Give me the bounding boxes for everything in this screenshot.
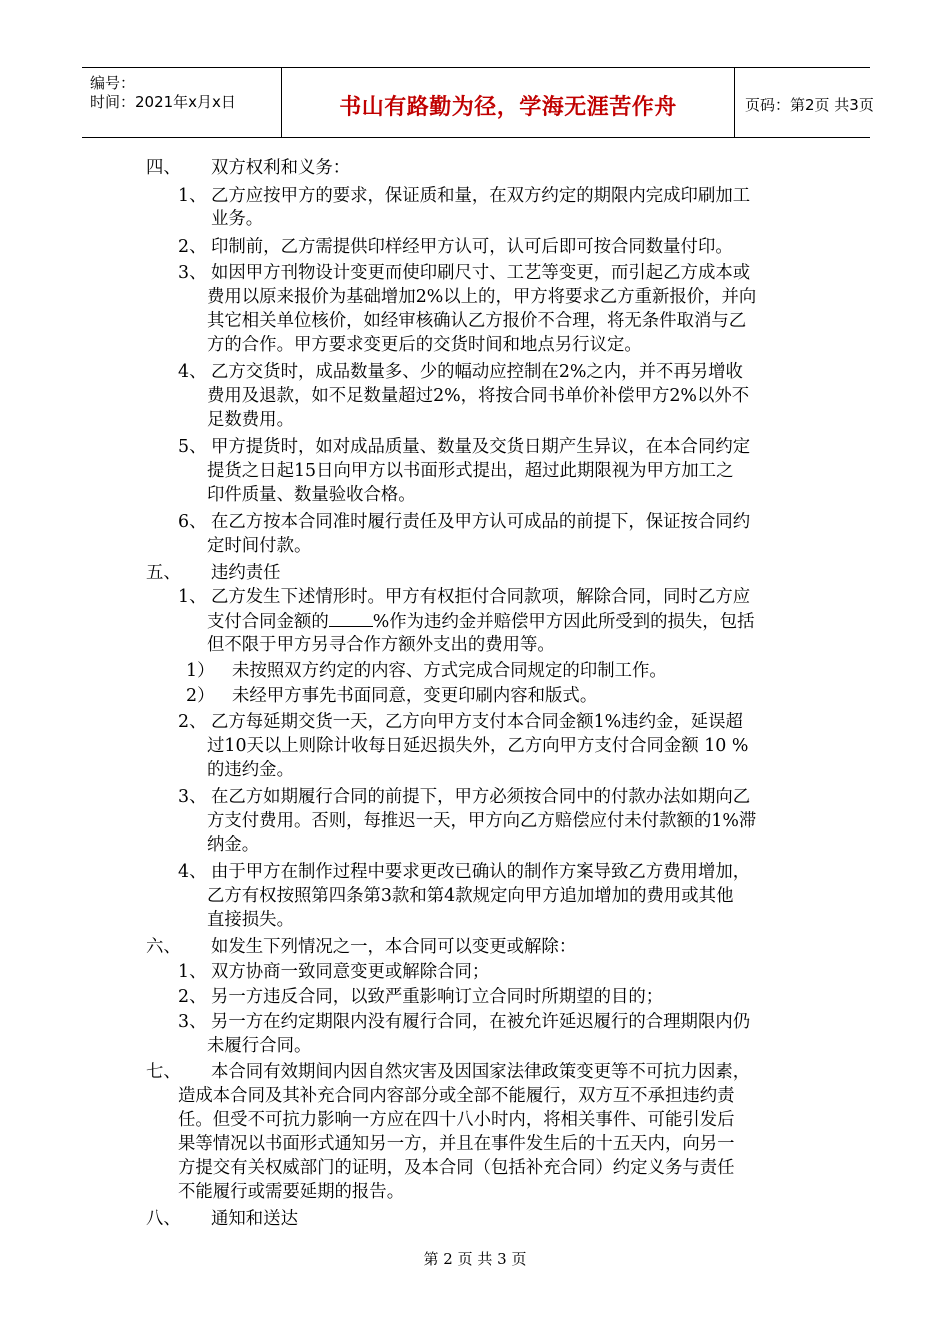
page-footer: 第 2 页 共 3 页 <box>423 1250 527 1268</box>
item-line-part: %作为违约金并赔偿甲方因此所受到的损失，包括 <box>372 612 755 632</box>
section-line: 任。但受不可抗力影响一方应在四十八小时内，将相关事件、可能引发后 <box>178 1110 735 1130</box>
item-number: 3、 <box>178 787 207 807</box>
item-number: 3、 <box>178 1012 207 1032</box>
item-line: 另一方在约定期限内没有履行合同，在被允许延迟履行的合理期限内仍 <box>211 1012 751 1032</box>
item-number: 2、 <box>178 237 207 257</box>
item-line: 过10天以上则除计收每日延迟损失外，乙方向甲方支付合同金额 10 % <box>207 736 749 756</box>
item-number: 4、 <box>178 362 207 382</box>
item-line: 甲方提货时，如对成品质量、数量及交货日期产生异议，在本合同约定 <box>211 437 751 457</box>
item-line: 未履行合同。 <box>207 1036 312 1056</box>
item-line: 在乙方按本合同准时履行责任及甲方认可成品的前提下，保证按合同约 <box>211 512 751 532</box>
item-line: 直接损失。 <box>207 910 294 930</box>
item-line: 乙方每延期交货一天，乙方向甲方支付本合同金额1%违约金，延误超 <box>211 712 743 732</box>
subitem-text: 未经甲方事先书面同意，变更印刷内容和版式。 <box>232 686 598 706</box>
subitem-text: 未按照双方约定的内容、方式完成合同规定的印制工作。 <box>232 661 667 681</box>
item-number: 2、 <box>178 712 207 732</box>
item-line: 乙方交货时，成品数量多、少的幅动应控制在2%之内，并不再另增收 <box>211 362 743 382</box>
section-line: 方提交有关权威部门的证明，及本合同（包括补充合同）约定义务与责任 <box>178 1158 735 1178</box>
item-number: 1、 <box>178 186 207 206</box>
item-line: 印件质量、数量验收合格。 <box>207 485 416 505</box>
item-line: 另一方违反合同，以致严重影响订立合同时所期望的目的； <box>211 987 664 1007</box>
item-line: 提货之日起15日向甲方以书面形式提出，超过此期限视为甲方加工之 <box>207 461 734 481</box>
section-line: 本合同有效期间内因自然灾害及因国家法律政策变更等不可抗力因素， <box>211 1062 751 1082</box>
item-line: 纳金。 <box>207 835 260 855</box>
item-line: 乙方应按甲方的要求，保证质和量，在双方约定的期限内完成印刷加工 <box>211 186 751 206</box>
item-number: 3、 <box>178 263 207 283</box>
item-line: 费用以原来报价为基础增加2%以上的，甲方将要求乙方重新报价，并向 <box>207 287 757 307</box>
header-page-info: 页码：第2页 共3页 <box>745 96 874 114</box>
section-number: 八、 <box>146 1209 181 1229</box>
section-title: 如发生下列情况之一，本合同可以变更或解除： <box>211 937 577 957</box>
item-line: 其它相关单位核价，如经审核确认乙方报价不合理，将无条件取消与乙 <box>207 311 747 331</box>
section-number: 七、 <box>146 1062 181 1082</box>
item-line: 定时间付款。 <box>207 536 312 556</box>
section-line: 果等情况以书面形式通知另一方，并且在事件发生后的十五天内，向另一 <box>178 1134 735 1154</box>
item-line: 乙方有权按照第四条第3款和第4款规定向甲方追加增加的费用或其他 <box>207 886 734 906</box>
section-title: 违约责任 <box>211 563 281 583</box>
section-line: 造成本合同及其补充合同内容部分或全部不能履行，双方互不承担违约责 <box>178 1086 735 1106</box>
item-line: 方的合作。甲方要求变更后的交货时间和地点另行议定。 <box>207 335 642 355</box>
item-line: 在乙方如期履行合同的前提下，甲方必须按合同中的付款办法如期向乙 <box>211 787 751 807</box>
section-number: 五、 <box>146 563 181 583</box>
section-title: 双方权利和义务： <box>211 158 351 178</box>
section-title: 通知和送达 <box>211 1209 298 1229</box>
section-number: 四、 <box>146 158 181 178</box>
item-line: 的违约金。 <box>207 760 294 780</box>
section-number: 六、 <box>146 937 181 957</box>
item-line: 印制前，乙方需提供印样经甲方认可，认可后即可按合同数量付印。 <box>211 237 733 257</box>
item-number: 6、 <box>178 512 207 532</box>
subitem-number: 1） <box>186 661 215 681</box>
serial-number-label: 编号： <box>90 74 136 92</box>
item-number: 1、 <box>178 587 207 607</box>
date-line: 时间：2021年x月x日 <box>90 93 236 111</box>
item-number: 5、 <box>178 437 207 457</box>
item-number: 1、 <box>178 962 207 982</box>
item-line: 由于甲方在制作过程中要求更改已确认的制作方案导致乙方费用增加， <box>211 862 751 882</box>
item-line: 乙方发生下述情形时。甲方有权拒付合同款项，解除合同，同时乙方应 <box>211 587 751 607</box>
item-number: 4、 <box>178 862 207 882</box>
item-line: 费用及退款，如不足数量超过2%，将按合同书单价补偿甲方2%以外不 <box>207 386 750 406</box>
item-line: 但不限于甲方另寻合作方额外支出的费用等。 <box>207 635 555 655</box>
item-line-with-blank <box>207 610 754 633</box>
fill-in-blank[interactable] <box>329 610 373 627</box>
item-line: 如因甲方刊物设计变更而使印刷尺寸、工艺等变更，而引起乙方成本或 <box>211 263 751 283</box>
item-number: 2、 <box>178 987 207 1007</box>
item-line: 方支付费用。否则，每推迟一天，甲方向乙方赔偿应付未付款额的1%滞 <box>207 811 757 831</box>
item-line-part: 支付合同金额的 <box>207 612 329 632</box>
subitem-number: 2） <box>186 686 215 706</box>
item-line: 双方协商一致同意变更或解除合同； <box>211 962 490 982</box>
header-motto: 书山有路勤为径，学海无涯苦作舟 <box>339 95 677 120</box>
item-line: 足数费用。 <box>207 410 294 430</box>
item-line: 业务。 <box>211 209 264 229</box>
section-line: 不能履行或需要延期的报告。 <box>178 1182 405 1202</box>
